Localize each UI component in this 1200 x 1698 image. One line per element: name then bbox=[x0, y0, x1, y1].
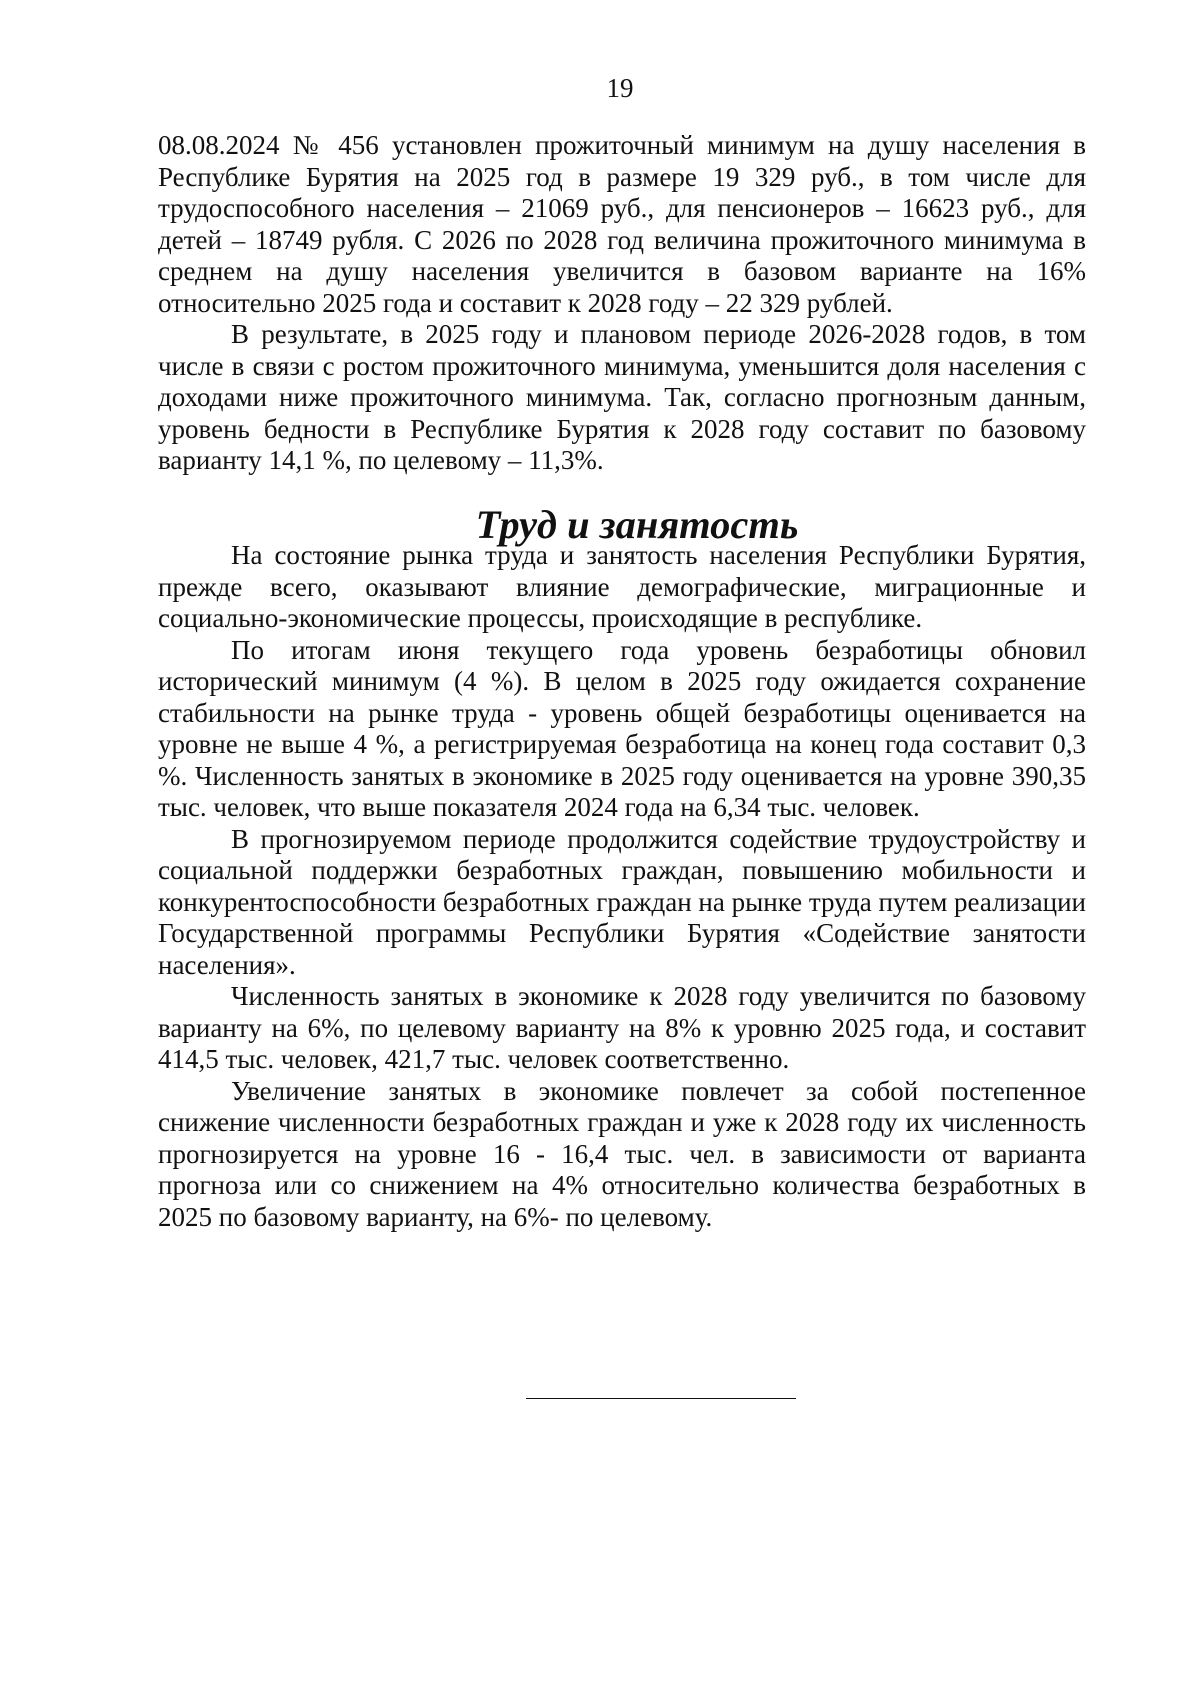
paragraph-employment-support: В прогнозируемом периоде продолжится содействие трудоустройству и социальной поддержки безработных граждан, повышению мобильности и конкурентоспособности безработных граждан на рынке труда путем реализации Государственной программы Республики Бурятия «Содействие занятости населения». bbox=[158, 823, 1086, 980]
document-body bbox=[158, 130, 1086, 1233]
end-separator-line bbox=[526, 1398, 796, 1399]
paragraph-labor-market-factors: На состояние рынка труда и занятость населения Республики Бурятия, прежде всего, оказывают влияние демографические, миграционные и социально-экономические процессы, происходящие в республике. bbox=[158, 540, 1086, 633]
section-heading-labor-employment: Труд и занятость bbox=[475, 501, 799, 547]
paragraph-subsistence-minimum: 08.08.2024 № 456 установлен прожиточный минимум на душу населения в Республике Бурятия на 2025 год в размере 19 329 руб., в том числе для трудоспособного населения – 21069 руб., для пенсионеров – 16623 руб., для детей – 18749 рубля. С 2026 по 2028 год величина прожиточного минимума в среднем на душу населения увеличится в базовом варианте на 16% относительно 2025 года и составит к 2028 году – 22 329 рублей. bbox=[158, 130, 1086, 318]
paragraph-unemployed-forecast: Увеличение занятых в экономике повлечет за собой постепенное снижение численности безработных граждан и уже к 2028 году их численность прогнозируется на уровне 16 - 16,4 тыс. чел. в зависимости от варианта прогноза или со снижением на 4% относительно количества безработных в 2025 по базовому варианту, на 6%- по целевому. bbox=[158, 1075, 1086, 1232]
paragraph-employment-forecast: Численность занятых в экономике к 2028 году увеличится по базовому варианту на 6%, по целевому варианту на 8% к уровню 2025 года, и составит 414,5 тыс. человек, 421,7 тыс. человек соответственно. bbox=[158, 981, 1086, 1074]
paragraph-poverty-level: В результате, в 2025 году и плановом периоде 2026-2028 годов, в том числе в связи с ростом прожиточного минимума, уменьшится доля населения с доходами ниже прожиточного минимума. Так, согласно прогнозным данным, уровень бедности в Республике Бурятия к 2028 году составит по базовому варианту 14,1 %, по целевому – 11,3%. bbox=[158, 319, 1086, 475]
page-number: 19 bbox=[606, 73, 634, 103]
paragraph-unemployment-level: По итогам июня текущего года уровень безработицы обновил исторический минимум (4 %). В целом в 2025 году ожидается сохранение стабильности на рынке труда - уровень общей безработицы оценивается на уровне не выше 4 %, а регистрируемая безработица на конец года составит 0,3 %. Численность занятых в экономике в 2025 году оценивается на уровне 390,35 тыс. человек, что выше показателя 2024 года на 6,34 тыс. человек. bbox=[158, 634, 1086, 822]
